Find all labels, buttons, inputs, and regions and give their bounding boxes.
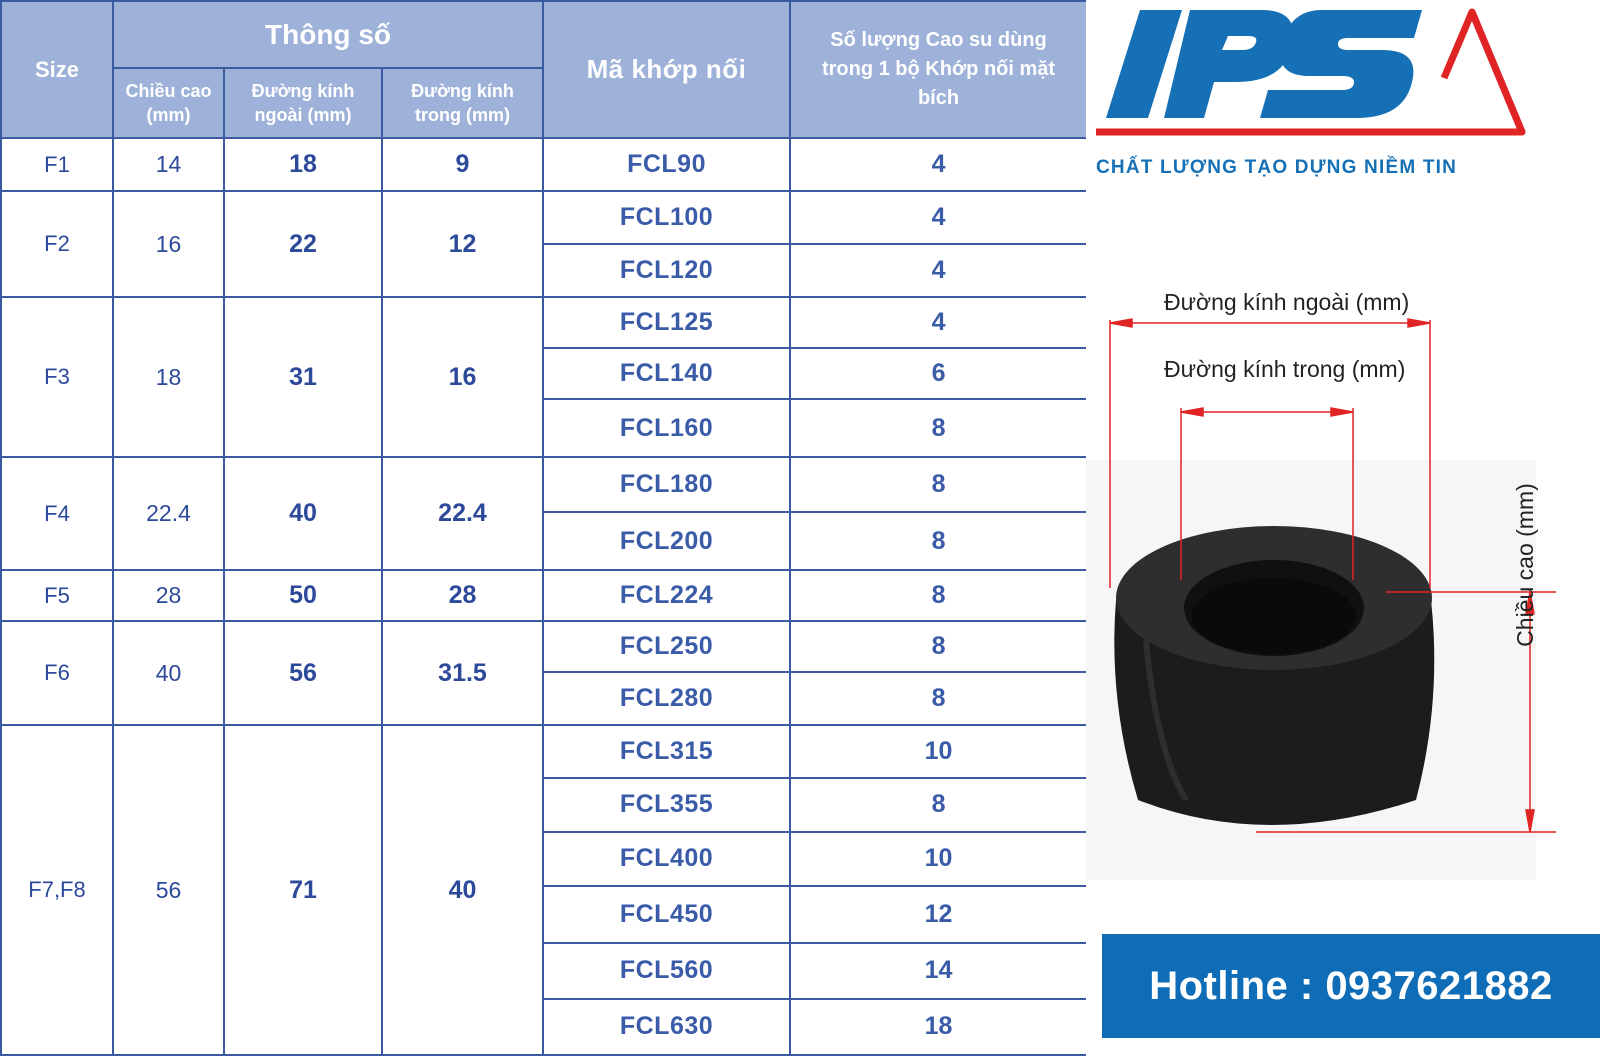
table-row bbox=[1, 457, 1087, 512]
height-cell: 56 bbox=[113, 725, 224, 1055]
coupling-code-cell: FCL140 bbox=[543, 348, 790, 399]
coupling-code-cell: FCL160 bbox=[543, 399, 790, 457]
quantity-cell: 4 bbox=[790, 244, 1087, 297]
inner-diameter-cell: 40 bbox=[382, 725, 543, 1055]
coupling-code-cell: FCL450 bbox=[543, 886, 790, 943]
brand-slogan: CHẤT LƯỢNG TẠO DỰNG NIỀM TIN bbox=[1096, 157, 1458, 178]
header-quantity: Số lượng Cao su dùng trong 1 bộ Khớp nối mặt bích bbox=[790, 1, 1087, 138]
quantity-cell: 10 bbox=[790, 725, 1087, 777]
inner-diameter-cell: 22.4 bbox=[382, 457, 543, 570]
height-cell: 28 bbox=[113, 570, 224, 621]
table-row bbox=[1, 138, 1087, 191]
quantity-cell: 8 bbox=[790, 399, 1087, 457]
table-row bbox=[1, 621, 1087, 672]
logo-letters bbox=[1106, 10, 1422, 118]
table-row bbox=[1, 725, 1087, 777]
size-cell: F6 bbox=[1, 621, 113, 725]
inner-diameter-cell: 12 bbox=[382, 191, 543, 297]
inner-diameter-cell: 28 bbox=[382, 570, 543, 621]
quantity-cell: 4 bbox=[790, 138, 1087, 191]
quantity-cell: 12 bbox=[790, 886, 1087, 943]
inner-diameter-cell: 31.5 bbox=[382, 621, 543, 725]
logo-triangle-right bbox=[1472, 12, 1522, 132]
coupling-code-cell: FCL90 bbox=[543, 138, 790, 191]
quantity-cell: 8 bbox=[790, 672, 1087, 725]
coupling-code-cell: FCL280 bbox=[543, 672, 790, 725]
coupling-code-cell: FCL200 bbox=[543, 512, 790, 570]
size-cell: F2 bbox=[1, 191, 113, 297]
quantity-cell: 4 bbox=[790, 191, 1087, 244]
product-panel bbox=[1086, 0, 1600, 1056]
coupling-code-cell: FCL560 bbox=[543, 943, 790, 999]
height-cell: 16 bbox=[113, 191, 224, 297]
coupling-code-cell: FCL400 bbox=[543, 832, 790, 886]
header-params: Thông số bbox=[113, 1, 543, 68]
inner-diameter-cell: 9 bbox=[382, 138, 543, 191]
outer-diameter-cell: 40 bbox=[224, 457, 382, 570]
height-label: Chiều cao (mm) bbox=[1512, 483, 1538, 647]
quantity-cell: 4 bbox=[790, 297, 1087, 348]
quantity-cell: 8 bbox=[790, 570, 1087, 621]
size-cell: F5 bbox=[1, 570, 113, 621]
size-cell: F7,F8 bbox=[1, 725, 113, 1055]
outer-diameter-cell: 56 bbox=[224, 621, 382, 725]
outer-diameter-cell: 22 bbox=[224, 191, 382, 297]
coupling-code-cell: FCL120 bbox=[543, 244, 790, 297]
quantity-cell: 18 bbox=[790, 999, 1087, 1055]
coupling-code-cell: FCL630 bbox=[543, 999, 790, 1055]
coupling-code-cell: FCL125 bbox=[543, 297, 790, 348]
size-cell: F4 bbox=[1, 457, 113, 570]
height-cell: 18 bbox=[113, 297, 224, 457]
height-cell: 14 bbox=[113, 138, 224, 191]
header-coupling-code: Mã khớp nối bbox=[543, 1, 790, 138]
outer-diameter-label: Đường kính ngoài (mm) bbox=[1164, 289, 1410, 315]
table-row bbox=[1, 570, 1087, 621]
inner-diameter-label: Đường kính trong (mm) bbox=[1164, 356, 1406, 382]
height-cell: 22.4 bbox=[113, 457, 224, 570]
coupling-code-cell: FCL315 bbox=[543, 725, 790, 777]
hotline-banner[interactable] bbox=[1102, 934, 1600, 1038]
coupling-code-cell: FCL180 bbox=[543, 457, 790, 512]
quantity-cell: 8 bbox=[790, 457, 1087, 512]
size-cell: F1 bbox=[1, 138, 113, 191]
hotline-text[interactable]: Hotline : 0937621882 bbox=[1149, 963, 1553, 1008]
coupling-code-cell: FCL100 bbox=[543, 191, 790, 244]
table-body bbox=[1, 138, 1087, 1055]
header-size: Size bbox=[1, 1, 113, 138]
quantity-cell: 8 bbox=[790, 512, 1087, 570]
quantity-cell: 6 bbox=[790, 348, 1087, 399]
height-cell: 40 bbox=[113, 621, 224, 725]
header-inner-diameter: Đường kính trong (mm) bbox=[382, 68, 543, 138]
header-height: Chiều cao (mm) bbox=[113, 68, 224, 138]
outer-diameter-cell: 71 bbox=[224, 725, 382, 1055]
coupling-code-cell: FCL224 bbox=[543, 570, 790, 621]
inner-diameter-cell: 16 bbox=[382, 297, 543, 457]
table-header bbox=[1, 1, 1087, 138]
quantity-cell: 14 bbox=[790, 943, 1087, 999]
coupling-code-cell: FCL355 bbox=[543, 778, 790, 832]
quantity-cell: 10 bbox=[790, 832, 1087, 886]
quantity-cell: 8 bbox=[790, 778, 1087, 832]
table-row bbox=[1, 191, 1087, 244]
rubber-bushing-image bbox=[1114, 526, 1434, 825]
outer-diameter-cell: 31 bbox=[224, 297, 382, 457]
table-row bbox=[1, 297, 1087, 348]
coupling-code-cell: FCL250 bbox=[543, 621, 790, 672]
outer-diameter-cell: 18 bbox=[224, 138, 382, 191]
quantity-cell: 8 bbox=[790, 621, 1087, 672]
outer-diameter-cell: 50 bbox=[224, 570, 382, 621]
header-outer-diameter: Đường kính ngoài (mm) bbox=[224, 68, 382, 138]
size-cell: F3 bbox=[1, 297, 113, 457]
